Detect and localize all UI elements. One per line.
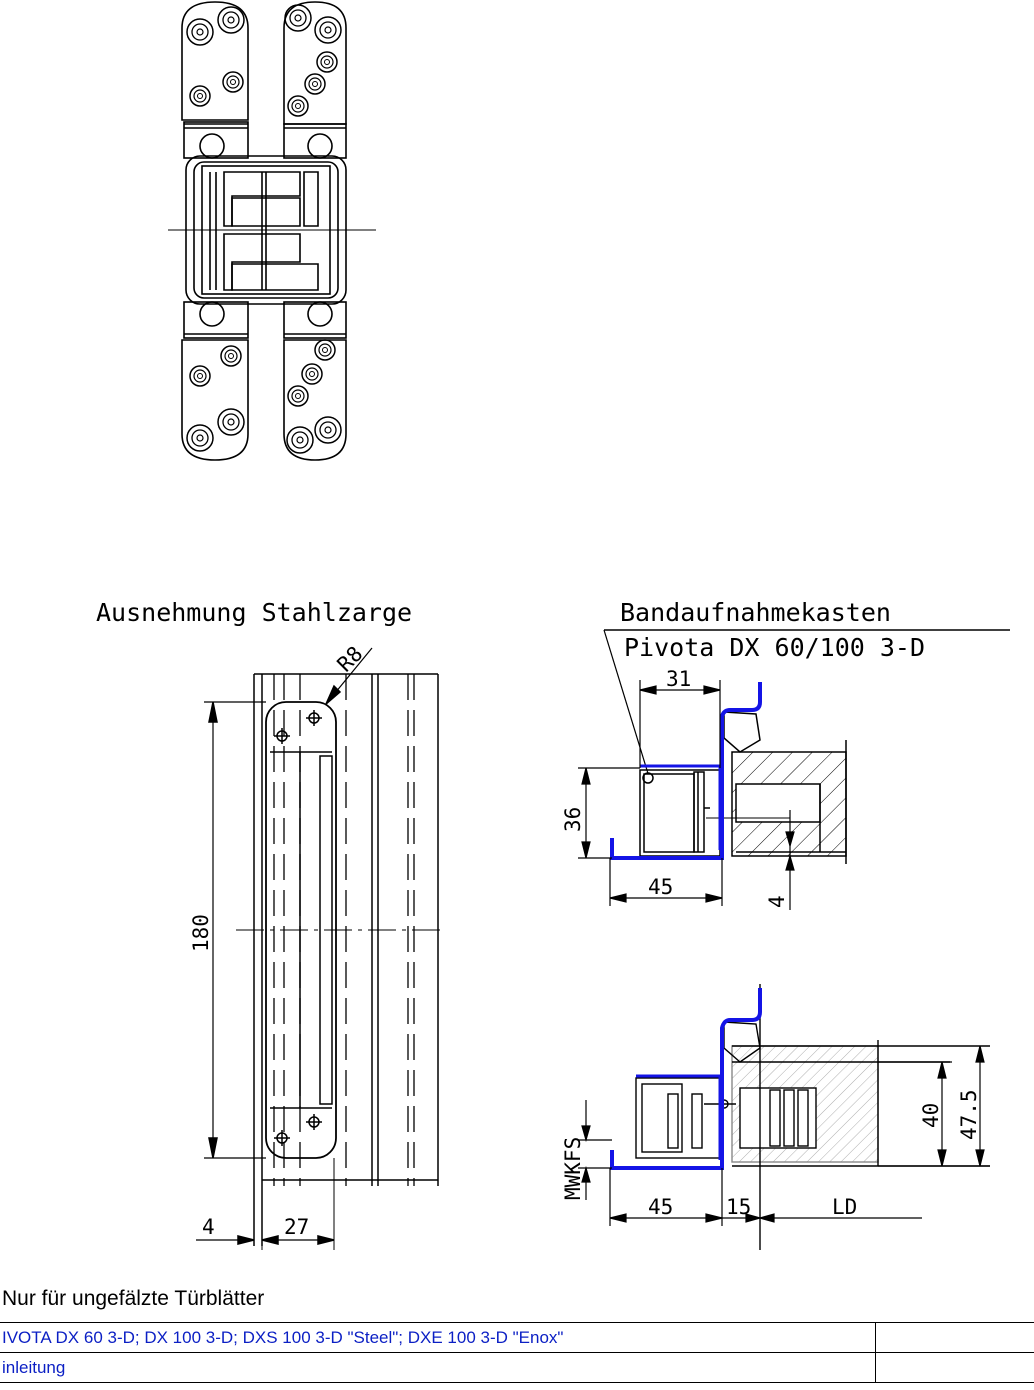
- dim-height: 180: [189, 914, 213, 952]
- box-title-1: Bandaufnahmekasten: [620, 598, 891, 627]
- dim-box-width: 45: [648, 875, 674, 899]
- dim-width: 27: [284, 1215, 310, 1239]
- dim-box-width-top: 31: [666, 667, 692, 691]
- title-block-table: [0, 1322, 1034, 1383]
- dim-gap: 4: [765, 895, 789, 908]
- dim-forty-seven-five: 47.5: [957, 1089, 981, 1140]
- box-title-2: Pivota DX 60/100 3-D: [624, 633, 926, 662]
- dim-frame-offset: 4: [202, 1215, 215, 1239]
- dim-radius: R8: [332, 641, 368, 677]
- dim-ld: LD: [832, 1195, 858, 1219]
- dim-mwkfs: MWKFS: [561, 1136, 585, 1200]
- dim-fifteen: 15: [726, 1195, 752, 1219]
- dim-box-width-lower: 45: [648, 1195, 674, 1219]
- recess-title: Ausnehmung Stahlzarge: [96, 598, 413, 627]
- box-section-upper: [640, 712, 846, 864]
- empty-cell: [876, 1323, 1034, 1353]
- table-row: [0, 1353, 1034, 1383]
- dim-forty: 40: [919, 1102, 943, 1128]
- instruction-cell: inleitung: [0, 1353, 876, 1383]
- product-name-cell: IVOTA DX 60 3-D; DX 100 3-D; DXS 100 3-D "Steel"; DXE 100 3-D "Enox": [0, 1323, 876, 1353]
- dim-box-depth: 36: [561, 806, 585, 832]
- empty-cell: [876, 1353, 1034, 1383]
- frame-recess-view: [196, 648, 440, 1250]
- table-row: [0, 1323, 1034, 1353]
- door-note: Nur für ungefälzte Türblätter: [2, 1287, 265, 1310]
